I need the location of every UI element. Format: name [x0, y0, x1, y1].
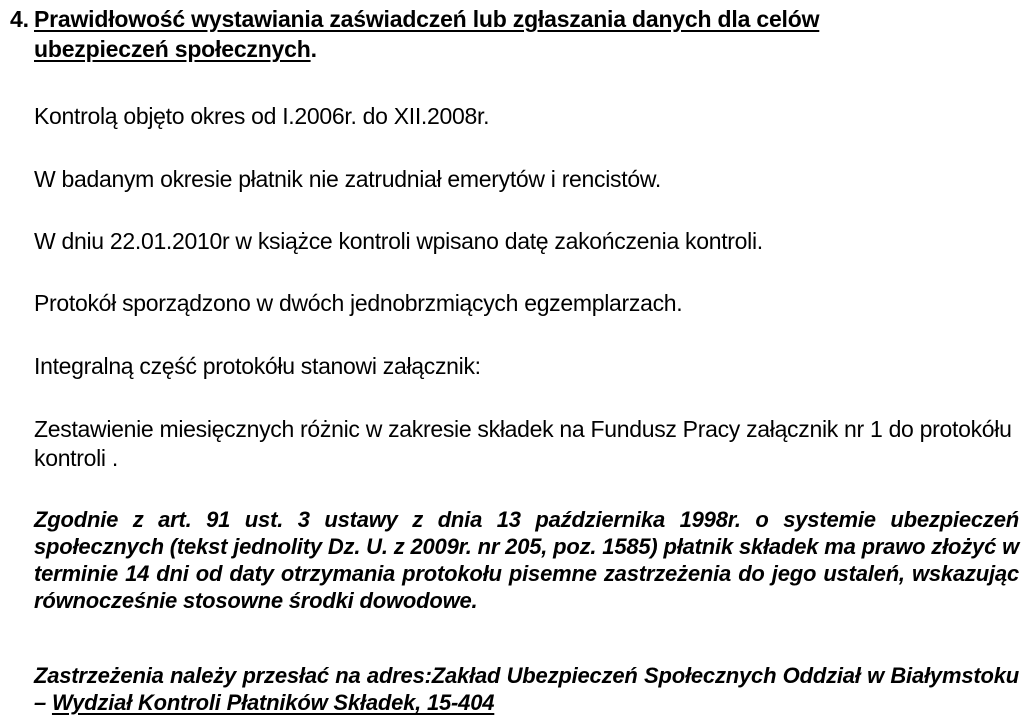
section-title-line1: Prawidłowość wystawiania zaświadczeń lub zgłaszania danych dla celów: [34, 6, 820, 32]
paragraph-copies: Protokół sporządzono w dwóch jednobrzmiących egzemplarzach.: [34, 290, 683, 316]
section-heading: [10, 4, 1020, 64]
address-department: Wydział Kontroli Płatników Składek, 15-404: [51, 690, 495, 715]
address-notice: [34, 662, 1019, 716]
address-intro: Zastrzeżenia należy przesłać na adres:Zakład Ubezpieczeń Społecznych Oddział w Białymstoku –: [34, 663, 1019, 715]
section-title-line2-wrap: [10, 34, 1020, 64]
paragraph-control-period: Kontrolą objęto okres od I.2006r. do XII.2008r.: [34, 103, 490, 129]
section-title-line2: ubezpieczeń społecznych: [34, 36, 311, 62]
paragraph-attachment-description: Zestawienie miesięcznych różnic w zakresie składek na Fundusz Pracy załącznik nr 1 do protokółu kontroli .: [34, 416, 1012, 471]
legal-notice: Zgodnie z art. 91 ust. 3 ustawy z dnia 13 października 1998r. o systemie ubezpieczeń społecznych (tekst jednolity Dz. U. z 2009r. nr 205, poz. 1585) płatnik składek ma prawo złożyć w terminie 14 dni od daty otrzymania protokołu pisemne zastrzeżenia do jego ustaleń, wskazując równocześnie stosowne środki dowodowe.: [34, 507, 1019, 613]
paragraph-end-date: W dniu 22.01.2010r w książce kontroli wpisano datę zakończenia kontroli.: [34, 228, 763, 254]
paragraph-no-pensioners: W badanym okresie płatnik nie zatrudniał emerytów i rencistów.: [34, 166, 661, 192]
paragraph-attachment-intro: Integralną część protokółu stanowi załącznik:: [34, 353, 481, 379]
section-number: 4.: [10, 6, 29, 32]
section-title-end: .: [310, 36, 317, 62]
